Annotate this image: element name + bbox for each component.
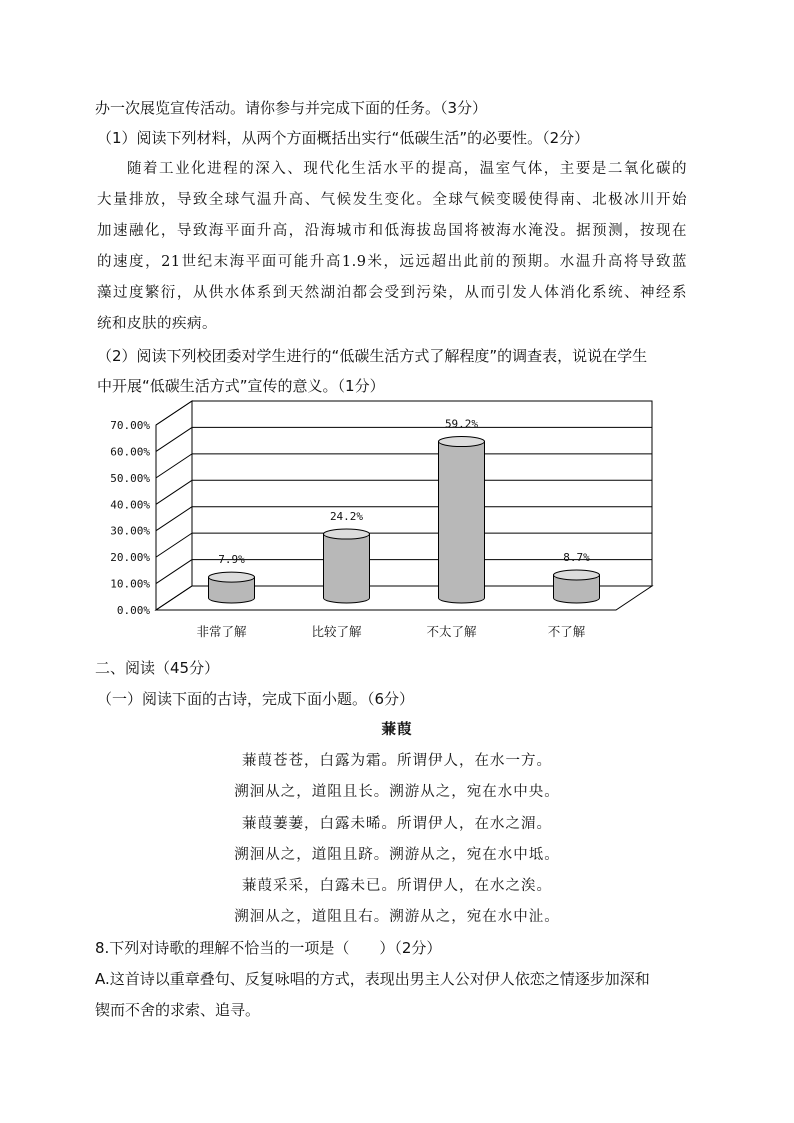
poem-line: 溯洄从之，道阻且长。溯游从之，宛在水中央。 [234, 784, 560, 800]
option-a-line-2: 锲而不舍的求索、追寻。 [95, 1001, 261, 1019]
material-line: 大量排放，导致全球气温升高、气候发生变化。全球气候变暖使得南、北极冰川开始 [97, 192, 687, 208]
y-tick-label: 50.00% [110, 471, 150, 485]
survey-bar-chart [90, 400, 670, 648]
question-8-prompt: 8.下列对诗歌的理解不恰当的一项是（ ）（2分） [95, 939, 442, 957]
category-label: 不了解 [547, 624, 586, 639]
category-label: 非常了解 [196, 624, 247, 639]
bar-top [439, 437, 485, 447]
question-2-prompt-line-1: （2）阅读下列校团委对学生进行的“低碳生活方式了解程度”的调查表，说说在学生 [97, 347, 648, 365]
y-tick-label: 10.00% [110, 577, 150, 591]
material-line: 加速融化，导致海平面升高，沿海城市和低海拔岛国将被海水淹没。据预测，按现在 [97, 223, 687, 239]
bar-value-label: 7.9% [218, 553, 245, 567]
question-1-prompt: （1）阅读下列材料，从两个方面概括出实行“低碳生活”的必要性。（2分） [97, 129, 590, 147]
bar-value-label: 59.2% [444, 417, 479, 431]
y-tick-label: 20.00% [110, 551, 150, 565]
poem-line: 溯洄从之，道阻且右。溯游从之，宛在水中沚。 [234, 909, 560, 925]
bar [209, 572, 255, 603]
y-tick-label: 70.00% [110, 419, 150, 432]
bar-top [209, 572, 255, 582]
material-line: 藻过度繁衍，从供水体系到天然湖泊都会受到污染，从而引发人体消化系统、神经系 [97, 285, 687, 301]
bar-value-label: 24.2% [329, 510, 364, 524]
y-tick-label: 60.00% [110, 445, 150, 459]
category-label: 不太了解 [426, 624, 477, 639]
poem-title: 蒹葭 [381, 721, 413, 738]
poem-line: 蒹葭采采，白露未已。所谓伊人，在水之涘。 [242, 878, 552, 894]
material-line: 统和皮肤的疾病。 [97, 316, 217, 332]
bar-top [324, 529, 370, 539]
question-2-prompt-line-2: 中开展“低碳生活方式”宣传的意义。（1分） [97, 377, 385, 395]
chart-category-labels [196, 624, 585, 639]
bar-value-label: 8.7% [563, 551, 590, 565]
subsection-1-heading: （一）阅读下面的古诗，完成下面小题。（6分） [97, 690, 415, 708]
y-tick-label: 30.00% [110, 524, 150, 538]
intro-line: 办一次展览宣传活动。请你参与并完成下面的任务。（3分） [95, 99, 488, 117]
y-tick-label: 40.00% [110, 498, 150, 512]
bar-body [439, 442, 485, 603]
chart-y-axis-ticks [110, 419, 150, 617]
material-line: 随着工业化进程的深入、现代化生活水平的提高，温室气体，主要是二氧化碳的 [127, 161, 687, 177]
material-line: 的速度，21世纪末海平面可能升高1.9米，远远超出此前的预期。水温升高将导致蓝 [97, 254, 687, 270]
poem-line: 蒹葭萋萋，白露未晞。所谓伊人，在水之湄。 [242, 816, 552, 832]
bar-top [554, 570, 600, 580]
bar [554, 570, 600, 603]
material-passage [97, 154, 687, 340]
y-tick-label: 0.00% [116, 604, 150, 617]
option-a-line-1: A.这首诗以重章叠句、反复咏唱的方式，表现出男主人公对伊人依恋之情逐步加深和 [95, 970, 650, 988]
chart-side-wall [156, 401, 192, 610]
bar [439, 437, 485, 603]
poem-line: 溯洄从之，道阻且跻。溯游从之，宛在水中坻。 [234, 847, 560, 863]
bar [324, 529, 370, 603]
category-label: 比较了解 [311, 624, 362, 639]
poem-line: 蒹葭苍苍，白露为霜。所谓伊人，在水一方。 [242, 753, 552, 769]
section-2-heading: 二、阅读（45分） [95, 659, 220, 677]
bar-body [324, 534, 370, 603]
